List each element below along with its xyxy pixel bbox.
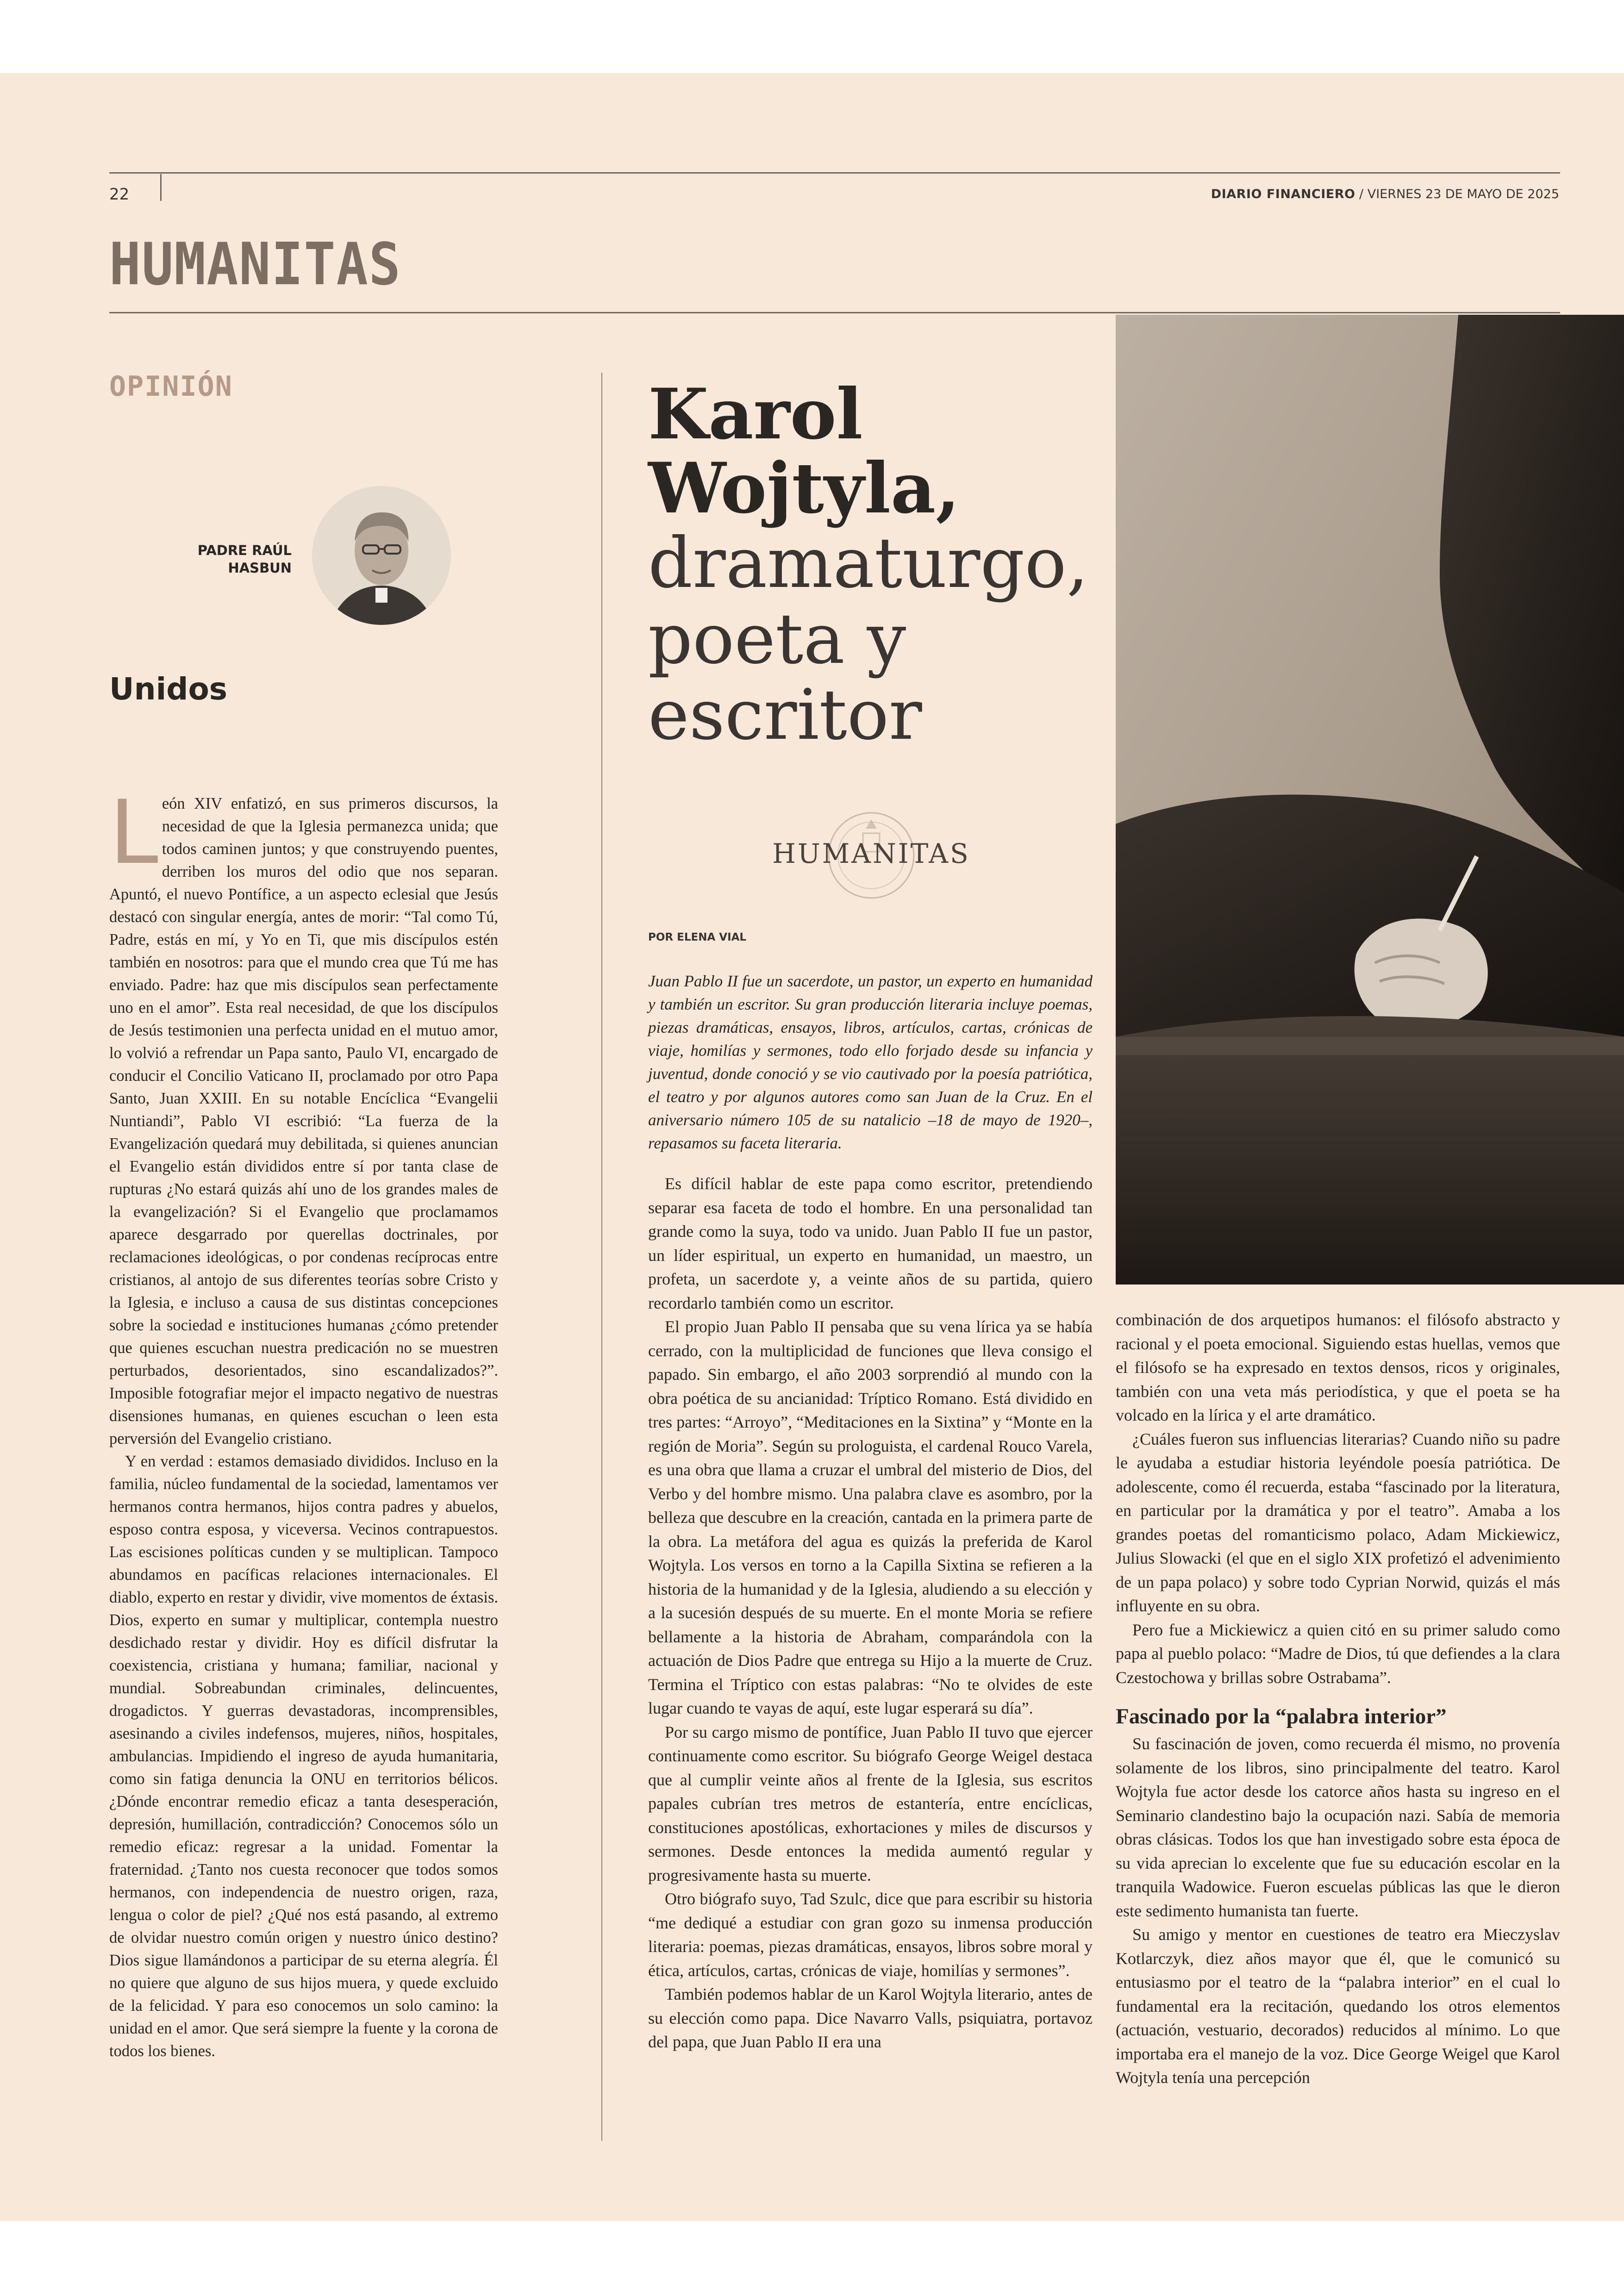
article-paragraph: Por su cargo mismo de pontífice, Juan Pablo II tuvo que ejercer continuamente como escritor. Su biógrafo George Weigel destaca que al cumplir veinte años al frente de la Iglesia, sus escritos papales cubrían tres metros de estantería, entre encíclicas, constituciones apostólicas, exhortaciones y miles de discursos y sermones. Desde entonces la medida aumentó regular y progresivamente hasta su muerte.	[648, 1722, 1093, 1884]
section-rule	[109, 312, 1560, 313]
article-paragraph: ¿Cuáles fueron sus influencias literarias? Cuando niño su padre le ayudaba a estudiar historia leyéndole poesía patriótica. De adolescente, como él recuerda, estaba “fascinado por la literatura, en particular por la dramática y por el teatro”. Amaba a los grandes poetas del romanticismo polaco, Adam Mickiewicz, Julius Slowacki (el que en el siglo XIX profetizó el advenimiento de un papa polaco) y sobre todo Cyprian Norwid, quizás el más influyente en su obra.	[1116, 1429, 1560, 1615]
opinion-paragraph-text: eón XIV enfatizó, en sus primeros discursos, la necesidad de que la Iglesia permanezca unida; que todos caminen juntos; y que construyendo puentes, derriben los muros del odio que nos separan. Apuntó, el nuevo Pontífice, a un aspecto eclesial que Jesús destacó con singular energía, antes de morir: “Tal como Tú, Padre, estás en mí, y Yo en Ti, que mis discípulos estén también en nosotros: para que el mundo crea que Tú me has enviado. Padre: haz que mis discípulos sean perfectamente uno en el amor”. Esta real necesidad, de que los discípulos de Jesús testimonien una perfecta unidad en el mutuo amor, lo volvió a refrendar un Papa santo, Paulo VI, encargado de conducir el Concilio Vaticano II, proclamado por otro Papa Santo, Juan XXIII. En su notable Encíclica “Evangelii Nuntiandi”, Pablo VI escribió: “La fuerza de la Evangelización quedará muy debilitada, si quienes anuncian el Evangelio están divididos entre sí por tanta clase de rupturas ¿No estará quizás ahí uno de los grandes males de la evangelización? Si el Evangelio que proclamamos aparece desgarrado por querellas doctrinales, por reclamaciones ideológicas, o por condenas recíprocas entre cristianos, al antojo de sus diferentes teorías sobre Cristo y la Iglesia, e incluso a causa de sus distintas concepciones sobre la sociedad e instituciones humanas ¿cómo pretender que quienes escuchan nuestra predicación no se muestren perturbados, desorientados, sino escandalizados?”. Imposible fotografiar mejor el impacto negativo de nuestras disensiones humanas, en quienes escuchan o leen esta perversión del Evangelio cristiano.	[109, 795, 498, 1447]
article-column-2	[648, 1172, 1093, 2054]
article-paragraph: El propio Juan Pablo II pensaba que su vena lírica ya se había cerrado, con la multiplicidad de funciones que lleva consigo el papado. Sin embargo, el año 2003 sorprendió al mundo con la obra poética de su ancianidad: Tríptico Romano. Está dividido en tres partes: “Arroyo”, “Meditaciones en la Sixtina” y “Monte en la región de Moria”. Según su prologuista, el cardenal Rouco Varela, es una obra que llama a cruzar el umbral del misterio de Dios, del Verbo y del hombre mismo. Una palabra clave es asombro, por la belleza que descubre en la creación, cantada en la primera parte de la obra. La metáfora del agua es quizás la preferida de Karol Wojtyla. Los versos en torno a la Capilla Sixtina se refieren a la historia de la humanidad y de la Iglesia, aludiendo a su elección y a la sucesión después de su muerte. En el monte Moria se refiere bellamente a la historia de Abraham, comparándola con la actuación de Dios Padre que entrega su Hijo a la muerte de Cruz. Termina el Tríptico con estas palabras: “No te olvides de este lugar cuando te vayas de aquí, este lugar esperará su día”.	[648, 1317, 1093, 1717]
article-paragraph: Su fascinación de joven, como recuerda él mismo, no provenía solamente de los libros, sino principalmente del teatro. Karol Wojtyla fue actor desde los catorce años hasta su ingreso en el Seminario clandestino bajo la ocupación nazi. Sabía de memoria obras clásicas. Todos los que han investigado sobre esta época de su vida aprecian lo excelente que fue su educación escolar en la tranquila Wadowice. Fueron escuelas públicas las que le dieron este sedimento humanista tan fuerte.	[1116, 1734, 1560, 1920]
logo-text: HUMANITAS	[772, 838, 970, 869]
article-byline: POR ELENA VIAL	[648, 931, 747, 943]
opinion-author	[139, 542, 292, 577]
article-subheading: Fascinado por la “palabra interior”	[1116, 1704, 1447, 1728]
opinion-title: Unidos	[109, 671, 228, 707]
section-title: HUMANITAS	[109, 230, 401, 298]
headline-line: escritor	[648, 675, 922, 755]
opinion-paragraph: Y en verdad : estamos demasiado divididos. Incluso en la familia, núcleo fundamental de la sociedad, lamentamos ver hermanos contra hermanos, hijos contra padres y abuelos, esposo contra esposa, y viceversa. Vecinos contrapuestos. Las escisiones políticas cunden y se multiplican. Tampoco abundamos en pacíficas relaciones internacionales. El diablo, experto en restar y dividir, vive momentos de éxtasis. Dios, experto en sumar y multiplicar, contempla nuestro desdichado restar y dividir. Hoy es difícil disfrutar la coexistencia, cristiana y humana; familiar, nacional y mundial. Sobreabundan criminales, delincuentes, drogadictos. Y guerras devastadoras, incomprensibles, asesinando a civiles indefensos, mujeres, niños, hospitales, ambulancias. Impidiendo el ingreso de ayuda humanitaria, como sin fatiga denuncia la ONU en territorios bélicos. ¿Dónde encontrar remedio eficaz a tanta desesperación, depresión, humillación, contradicción? Conocemos sólo un remedio eficaz: regresar a la unidad. Fomentar la fraternidad. ¿Tanto nos cuesta reconocer que todos somos hermanos, con independencia de nuestro origen, raza, lengua o color de piel? ¿Qué nos está pasando, al extremo de olvidar nuestro común origen y nuestro único destino? Dios sigue llamándonos a participar de su eterna alegría. Él no quiere que alguno de sus hijos muera, y quede excluido de la felicidad. Y para eso conocemos un solo camino: la unidad en el amor. Que será siempre la fuente y la corona de todos los bienes.	[109, 1453, 498, 2060]
column-divider	[601, 373, 602, 2141]
pope-writing-photo-icon	[1116, 315, 1624, 1285]
article-paragraph: Su amigo y mentor en cuestiones de teatro era Mieczyslav Kotlarczyk, diez años mayor que él, que le comunicó su entusiasmo por el teatro de la “palabra interior” en el cual lo fundamental era la recitación, quedando los otros elementos (actuación, vestuario, decorados) reducidos al mínimo. Lo que importaba era el manejo de la voz. Dice George Weigel que Karol Wojtyla tenía una percepción	[1116, 1925, 1560, 2087]
author-portrait-icon	[312, 486, 451, 625]
article-paragraph: Pero fue a Mickiewicz a quien citó en su primer saludo como papa al pueblo polaco: “Madre de Dios, tú que defiendes a la clara Czestochowa y brillas sobre Ostrabama”.	[1116, 1620, 1560, 1687]
headline-line: Wojtyla,	[648, 448, 960, 529]
article-paragraph: Otro biógrafo suyo, Tad Szulc, dice que para escribir su historia “me dediqué a estudiar con gran gozo su inmensa producción literaria: poemas, piezas dramáticas, ensayos, libros sobre moral y ética, artículos, cartas, crónicas de viaje, homilías y sermones”.	[648, 1890, 1093, 1980]
headline-line: poeta y	[648, 599, 906, 680]
article-paragraph: Es difícil hablar de este papa como escritor, pretendiendo separar esa faceta de todo el hombre. En una personalidad tan grande como la suya, todo va unido. Juan Pablo II fue un pastor, un líder espiritual, un experto en humanidad, un maestro, un profeta, un sacerdote y, a veinte años de su partida, quiero recordarlo también como un escritor.	[648, 1174, 1093, 1312]
author-name-line1: PADRE RAÚL	[197, 543, 292, 558]
opinion-body	[109, 781, 498, 2063]
page-number: 22	[109, 185, 130, 204]
article-paragraph: combinación de dos arquetipos humanos: el filósofo abstracto y racional y el poeta emocional. Siguiendo estas huellas, vemos que el filósofo se ha expresado en textos densos, ricos y originales, también con una veta más periodística, y que el poeta se ha volcado en la lírica y el arte dramático.	[1116, 1310, 1560, 1424]
drop-cap: L	[109, 781, 158, 884]
article-photo	[1116, 315, 1624, 1285]
author-avatar	[312, 486, 451, 625]
author-name-line2: HASBUN	[228, 560, 292, 576]
headline-line: Karol	[648, 374, 863, 455]
header-top-rule	[109, 172, 1560, 174]
opinion-label: OPINIÓN	[109, 370, 233, 403]
page-number-divider	[160, 174, 162, 201]
folio-line	[1211, 187, 1559, 201]
publication-name: DIARIO FINANCIERO	[1211, 187, 1355, 201]
headline-line: dramaturgo,	[648, 523, 1089, 604]
article-column-3	[1116, 1308, 1560, 2090]
publication-date: / VIERNES 23 DE MAYO DE 2025	[1355, 187, 1559, 201]
article-lead: Juan Pablo II fue un sacerdote, un pastor, un experto en humanidad y también un escritor. Su gran producción literaria incluye poemas, piezas dramáticas, ensayos, libros, artículos, cartas, crónicas de viaje, homilías y sermones, todo ello forjado desde su infancia y juventud, donde conoció y se vio cautivado por la poesía patriótica, el teatro y por algunos autores como san Juan de la Cruz. En el aniversario número 105 de su natalicio –18 de mayo de 1920–, repasamos su faceta literaria.	[648, 972, 1093, 1152]
humanitas-logo	[756, 801, 987, 917]
article-paragraph: También podemos hablar de un Karol Wojtyla literario, antes de su elección como papa. Dice Navarro Valls, psiquiatra, portavoz del papa, que Juan Pablo II era una	[648, 1985, 1093, 2051]
article-headline	[648, 374, 1111, 755]
humanitas-seal-icon	[756, 801, 987, 917]
opinion-paragraph	[109, 781, 498, 1450]
